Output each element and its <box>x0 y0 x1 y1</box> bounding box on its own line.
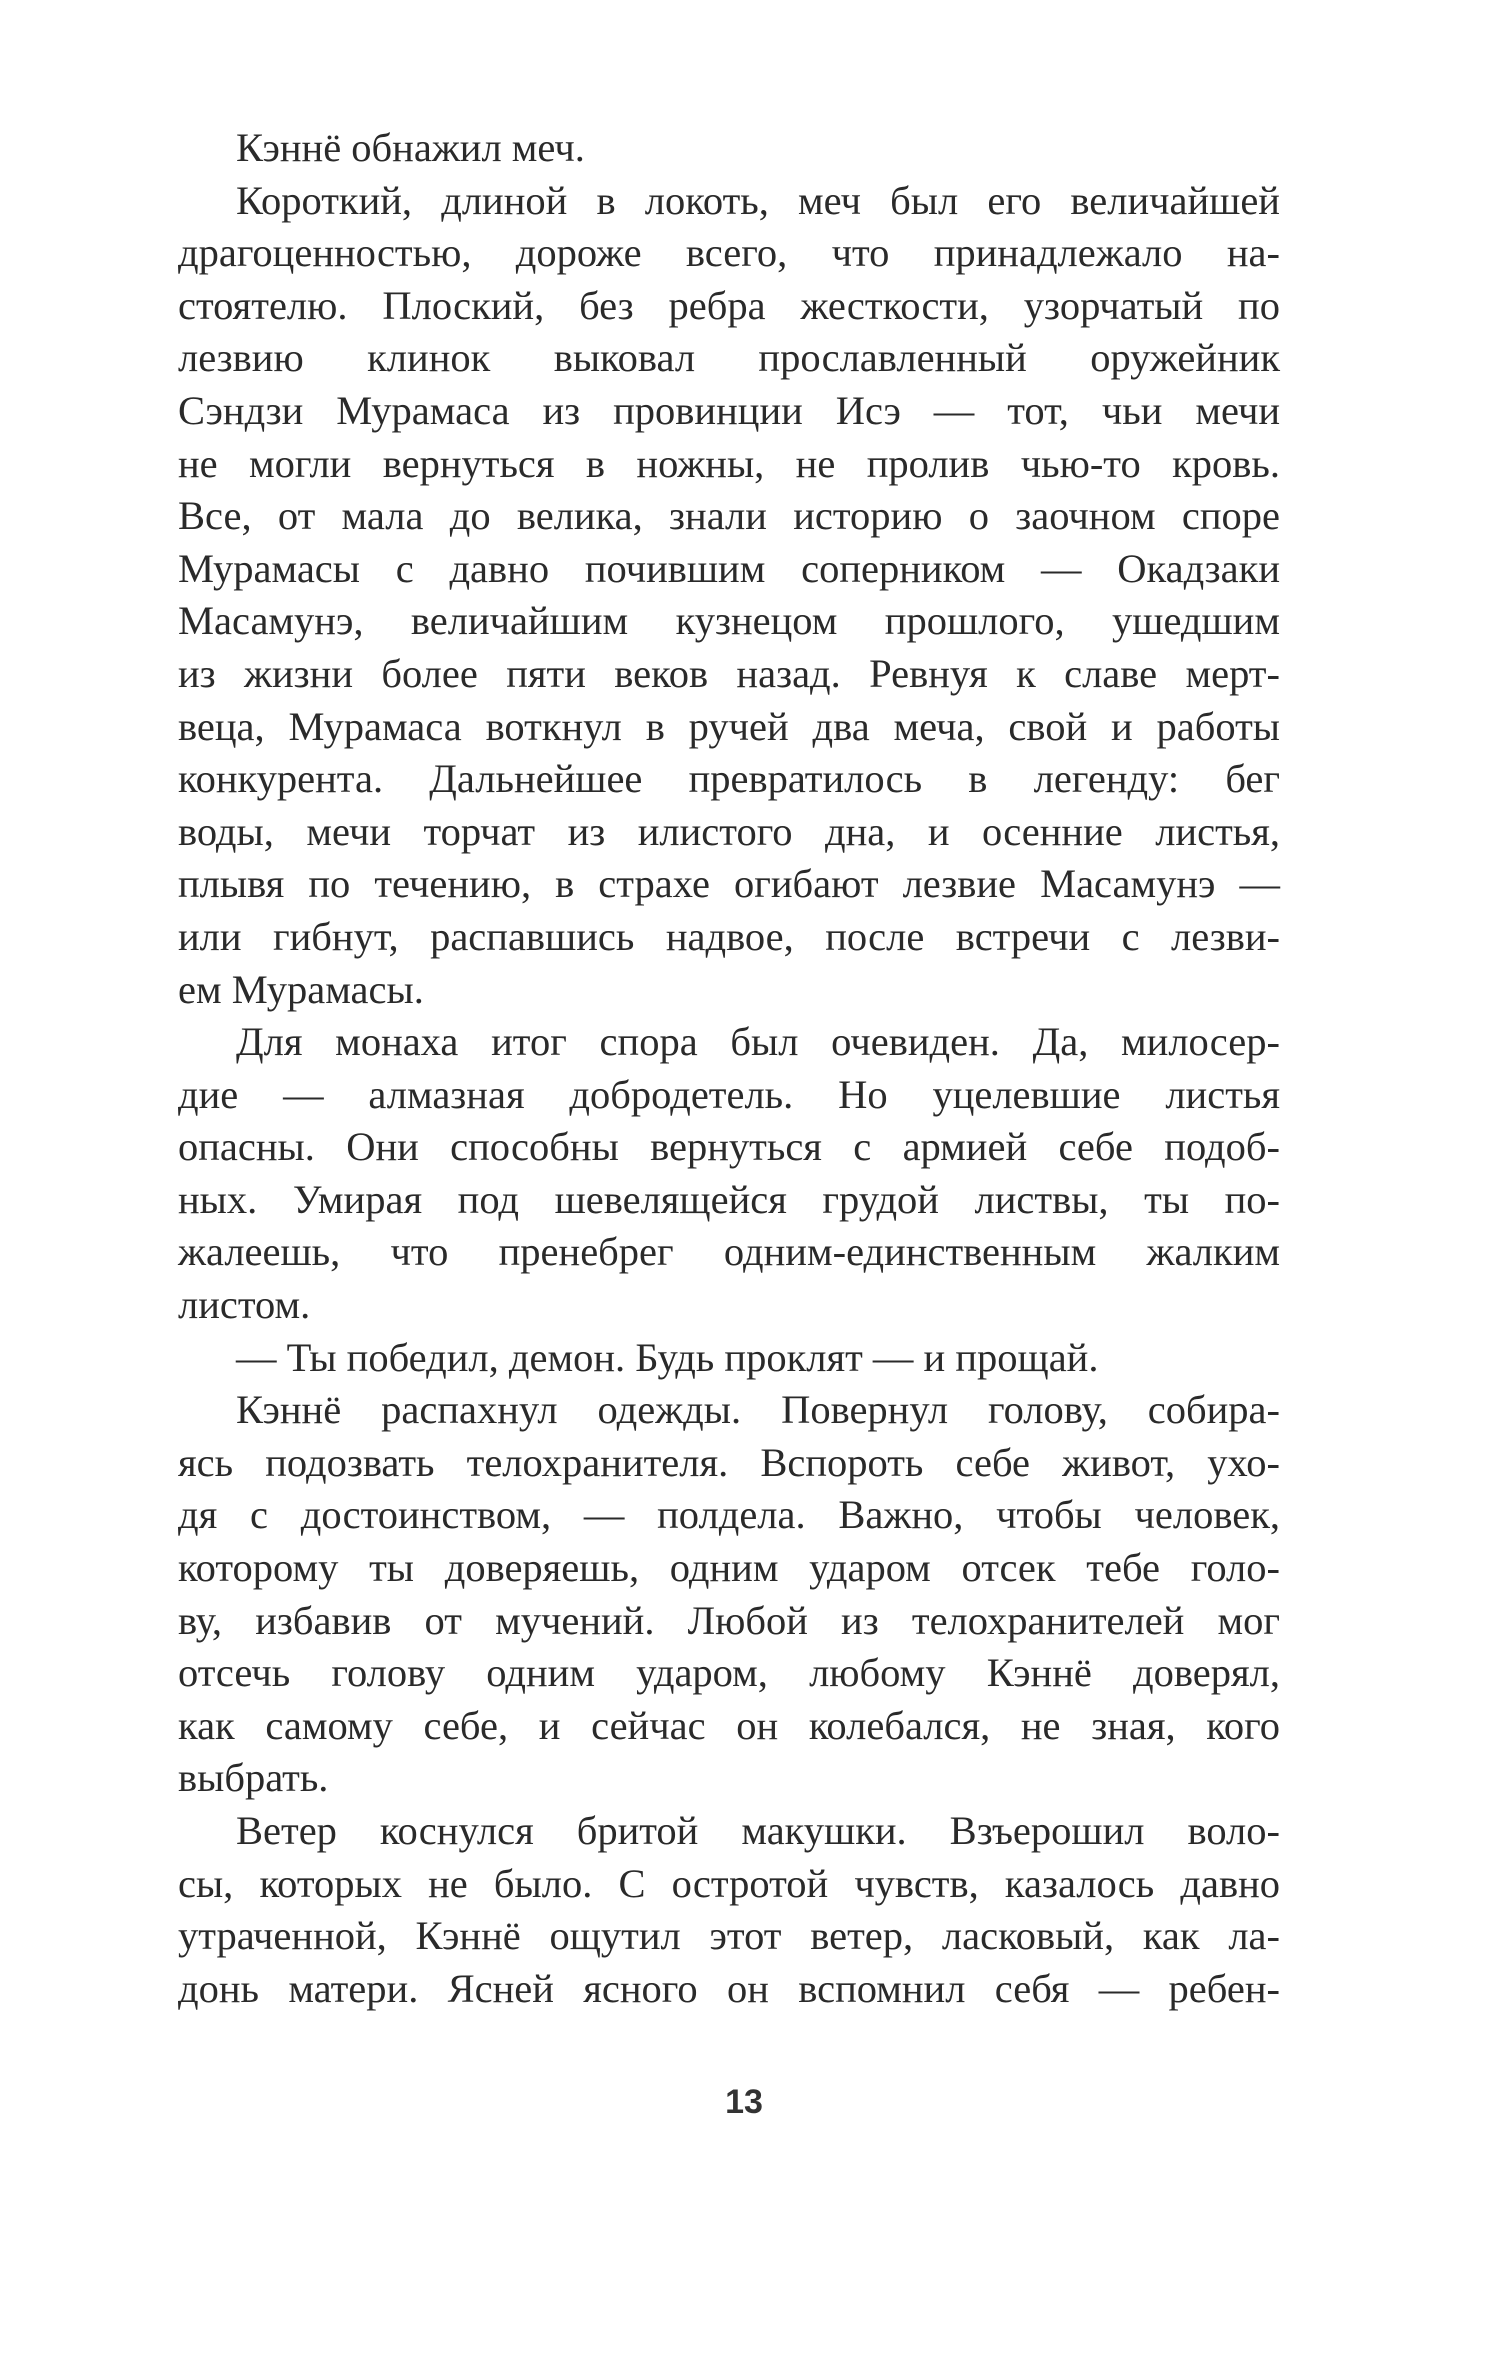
text-line: Кэннё распахнул одежды. Повернул голову, собира- <box>236 1387 1280 1433</box>
text-line: ясь подозвать телохранителя. Вспороть себе живот, ухо- <box>178 1439 1280 1485</box>
text-line: веца, Мурамаса воткнул в ручей два меча, свой и работы <box>178 703 1280 749</box>
text-line: сы, которых не было. С остротой чувств, казалось давно <box>178 1860 1280 1906</box>
text-line: или гибнут, распавшись надвое, после встречи с лезви- <box>178 913 1280 959</box>
text-line: жалеешь, что пренебрег одним-единственным жалким <box>178 1229 1280 1275</box>
text-line: драгоценностью, дороже всего, что принадлежало на- <box>178 230 1280 276</box>
text-line: дя с достоинством, — полдела. Важно, чтобы человек, <box>178 1492 1280 1538</box>
text-line: ем Мурамасы. <box>178 966 424 1012</box>
text-line: Масамунэ, величайшим кузнецом прошлого, ушедшим <box>178 598 1280 644</box>
text-line: лезвию клинок выковал прославленный оружейник <box>178 335 1280 381</box>
text-line: отсечь голову одним ударом, любому Кэннё доверял, <box>178 1650 1280 1696</box>
text-line: ву, избавив от мучений. Любой из телохранителей мог <box>178 1597 1280 1643</box>
text-line: воды, мечи торчат из илистого дна, и осенние листья, <box>178 808 1280 854</box>
text-line: не могли вернуться в ножны, не пролив чью-то кровь. <box>178 440 1280 486</box>
page-number: 13 <box>725 2083 763 2121</box>
text-line: Сэндзи Мурамаса из провинции Исэ — тот, чьи мечи <box>178 387 1280 433</box>
text-line: Все, от мала до велика, знали историю о заочном споре <box>178 493 1280 539</box>
text-line: из жизни более пяти веков назад. Ревнуя к славе мерт- <box>178 650 1280 696</box>
text-line: утраченной, Кэннё ощутил этот ветер, ласковый, как ла- <box>178 1913 1280 1959</box>
text-line: Короткий, длиной в локоть, меч был его величайшей <box>236 177 1280 223</box>
text-line: Мурамасы с давно почившим соперником — Окадзаки <box>178 545 1280 591</box>
text-line: выбрать. <box>178 1755 329 1801</box>
text-line: дие — алмазная добродетель. Но уцелевшие листья <box>178 1071 1280 1117</box>
text-line: стоятелю. Плоский, без ребра жесткости, узорчатый по <box>178 282 1280 328</box>
text-line: донь матери. Ясней ясного он вспомнил себя — ребен- <box>178 1965 1280 2011</box>
text-line: конкурента. Дальнейшее превратилось в легенду: бег <box>178 756 1280 802</box>
body-text <box>178 122 1280 2015</box>
text-line: которому ты доверяешь, одним ударом отсек тебе голо- <box>178 1545 1280 1591</box>
text-line: Для монаха итог спора был очевиден. Да, милосер- <box>236 1019 1280 1065</box>
text-line: Кэннё обнажил меч. <box>236 125 585 170</box>
text-line: ных. Умирая под шевелящейся грудой листвы, ты по- <box>178 1176 1280 1222</box>
text-line: как самому себе, и сейчас он колебался, не зная, кого <box>178 1702 1280 1748</box>
text-line: — Ты победил, демон. Будь проклят — и прощай. <box>236 1334 1099 1380</box>
text-line: Ветер коснулся бритой макушки. Взъерошил воло- <box>236 1808 1280 1853</box>
text-line: плывя по течению, в страхе огибают лезвие Масамунэ — <box>178 861 1280 907</box>
text-line: листом. <box>178 1282 311 1328</box>
text-line: опасны. Они способны вернуться с армией себе подоб- <box>178 1124 1280 1170</box>
